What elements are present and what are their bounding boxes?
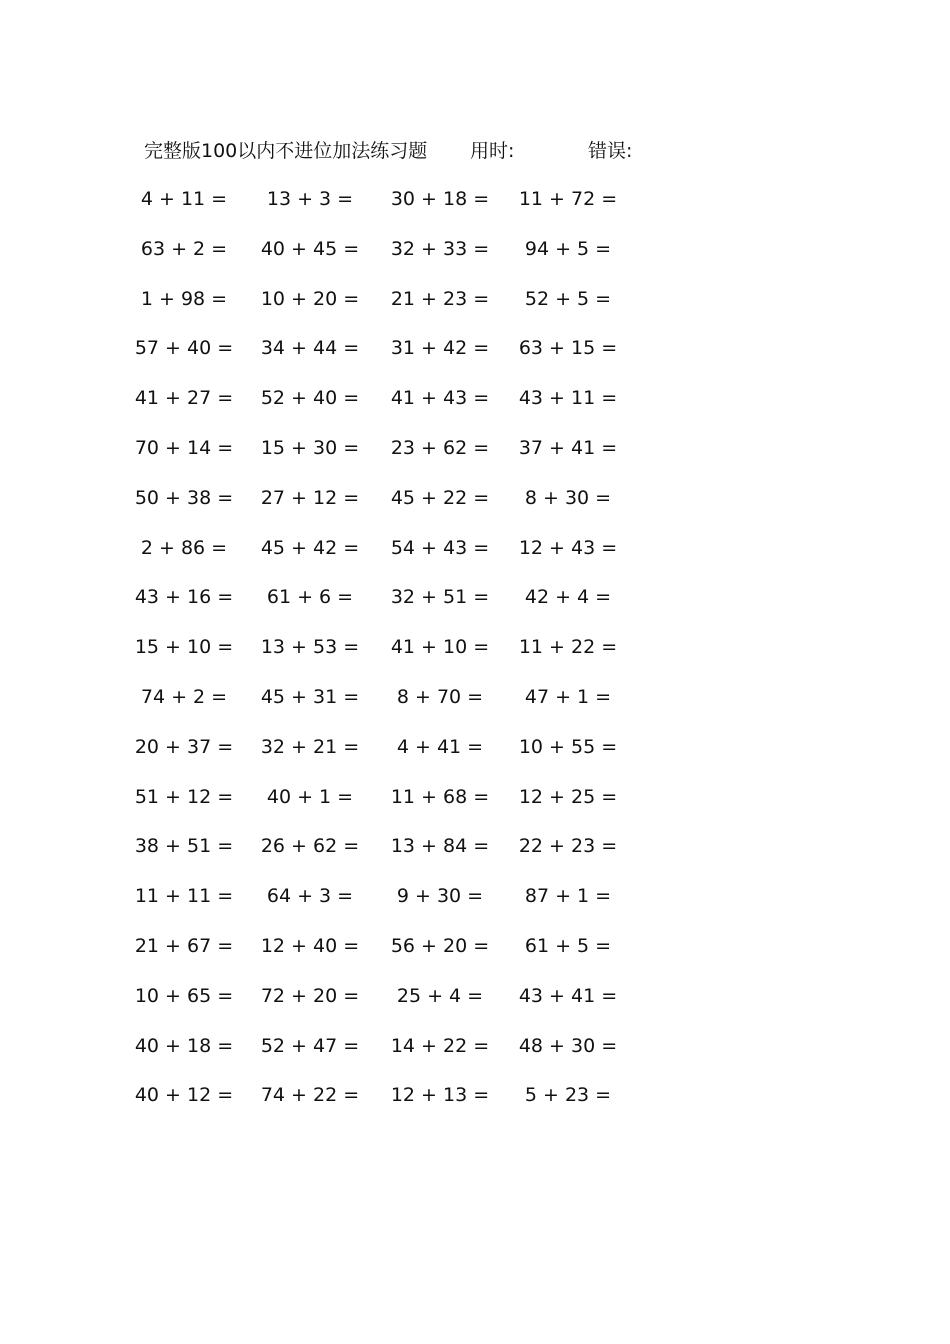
addition-problem: 54 + 43 =	[390, 536, 490, 559]
addition-problem: 61 + 5 =	[524, 934, 612, 957]
addition-problem: 63 + 15 =	[518, 337, 618, 360]
addition-problem: 11 + 22 =	[518, 636, 618, 659]
addition-problem: 4 + 41 =	[396, 735, 484, 758]
addition-problem: 20 + 37 =	[134, 735, 234, 758]
addition-problem: 43 + 16 =	[134, 586, 234, 609]
problem-row	[0, 931, 950, 981]
problem-row	[0, 483, 950, 533]
addition-problem: 11 + 72 =	[518, 188, 618, 210]
addition-problem: 45 + 42 =	[260, 536, 360, 559]
problem-row	[0, 782, 950, 832]
addition-problem: 11 + 11 =	[134, 885, 234, 908]
addition-problem: 40 + 45 =	[260, 237, 360, 260]
problem-row	[0, 682, 950, 732]
addition-problem: 23 + 62 =	[390, 436, 490, 459]
addition-problem: 72 + 20 =	[260, 984, 360, 1007]
addition-problem: 10 + 20 =	[260, 287, 360, 310]
addition-problem: 56 + 20 =	[390, 934, 490, 957]
addition-problem: 1 + 98 =	[140, 287, 228, 310]
addition-problem: 40 + 12 =	[134, 1084, 234, 1107]
problem-row	[0, 632, 950, 682]
errors-label: 错误:	[588, 140, 633, 162]
addition-problem: 11 + 68 =	[390, 785, 490, 808]
addition-problem: 41 + 27 =	[134, 387, 234, 410]
addition-problem: 52 + 40 =	[260, 387, 360, 410]
problem-row	[0, 433, 950, 483]
addition-problem: 61 + 6 =	[266, 586, 354, 609]
addition-problem: 15 + 30 =	[260, 436, 360, 459]
problem-row	[0, 881, 950, 931]
addition-problem: 32 + 33 =	[390, 237, 490, 260]
addition-problem: 13 + 53 =	[260, 636, 360, 659]
addition-problem: 12 + 40 =	[260, 934, 360, 957]
problem-row	[0, 184, 950, 234]
addition-problem: 5 + 23 =	[524, 1084, 612, 1107]
addition-problem: 8 + 70 =	[396, 685, 484, 708]
addition-problem: 74 + 22 =	[260, 1084, 360, 1107]
problem-row	[0, 1080, 950, 1130]
addition-problem: 48 + 30 =	[518, 1034, 618, 1057]
worksheet-title: 完整版100以内不进位加法练习题	[144, 140, 428, 162]
addition-problem: 9 + 30 =	[396, 885, 484, 908]
addition-problem: 57 + 40 =	[134, 337, 234, 360]
addition-problem: 37 + 41 =	[518, 436, 618, 459]
addition-problem: 14 + 22 =	[390, 1034, 490, 1057]
addition-problem: 52 + 47 =	[260, 1034, 360, 1057]
addition-problem: 38 + 51 =	[134, 835, 234, 858]
addition-problem: 40 + 1 =	[266, 785, 354, 808]
addition-problem: 45 + 22 =	[390, 486, 490, 509]
addition-problem: 12 + 13 =	[390, 1084, 490, 1107]
addition-problem: 2 + 86 =	[140, 536, 228, 559]
addition-problem: 52 + 5 =	[524, 287, 612, 310]
addition-problem: 74 + 2 =	[140, 685, 228, 708]
addition-problem: 12 + 43 =	[518, 536, 618, 559]
worksheet-header	[0, 136, 950, 166]
addition-problem: 32 + 21 =	[260, 735, 360, 758]
addition-problem: 41 + 10 =	[390, 636, 490, 659]
problem-row	[0, 284, 950, 334]
addition-problem: 40 + 18 =	[134, 1034, 234, 1057]
addition-problem: 21 + 67 =	[134, 934, 234, 957]
problem-row	[0, 234, 950, 284]
addition-problem: 41 + 43 =	[390, 387, 490, 410]
addition-problem: 64 + 3 =	[266, 885, 354, 908]
addition-problem: 30 + 18 =	[390, 188, 490, 210]
addition-problem: 50 + 38 =	[134, 486, 234, 509]
addition-problem: 34 + 44 =	[260, 337, 360, 360]
problem-row	[0, 533, 950, 583]
addition-problem: 70 + 14 =	[134, 436, 234, 459]
addition-problem: 51 + 12 =	[134, 785, 234, 808]
problem-row	[0, 333, 950, 383]
addition-problem: 42 + 4 =	[524, 586, 612, 609]
addition-problem: 15 + 10 =	[134, 636, 234, 659]
problem-row	[0, 981, 950, 1031]
addition-problem: 10 + 65 =	[134, 984, 234, 1007]
problem-row	[0, 831, 950, 881]
addition-problem: 32 + 51 =	[390, 586, 490, 609]
addition-problem: 4 + 11 =	[140, 188, 228, 210]
addition-problem: 21 + 23 =	[390, 287, 490, 310]
addition-problem: 27 + 12 =	[260, 486, 360, 509]
addition-problem: 25 + 4 =	[396, 984, 484, 1007]
addition-problem: 94 + 5 =	[524, 237, 612, 260]
addition-problem: 43 + 41 =	[518, 984, 618, 1007]
problem-row	[0, 732, 950, 782]
problem-row	[0, 383, 950, 433]
addition-problem: 87 + 1 =	[524, 885, 612, 908]
addition-problem: 8 + 30 =	[524, 486, 612, 509]
addition-problem: 12 + 25 =	[518, 785, 618, 808]
problem-grid	[0, 184, 950, 1130]
addition-problem: 45 + 31 =	[260, 685, 360, 708]
problem-row	[0, 582, 950, 632]
addition-problem: 13 + 3 =	[266, 188, 354, 210]
problem-row	[0, 1031, 950, 1081]
addition-problem: 63 + 2 =	[140, 237, 228, 260]
addition-problem: 43 + 11 =	[518, 387, 618, 410]
addition-problem: 13 + 84 =	[390, 835, 490, 858]
addition-problem: 10 + 55 =	[518, 735, 618, 758]
addition-problem: 47 + 1 =	[524, 685, 612, 708]
addition-problem: 31 + 42 =	[390, 337, 490, 360]
addition-problem: 22 + 23 =	[518, 835, 618, 858]
addition-problem: 26 + 62 =	[260, 835, 360, 858]
time-used-label: 用时:	[470, 140, 515, 162]
